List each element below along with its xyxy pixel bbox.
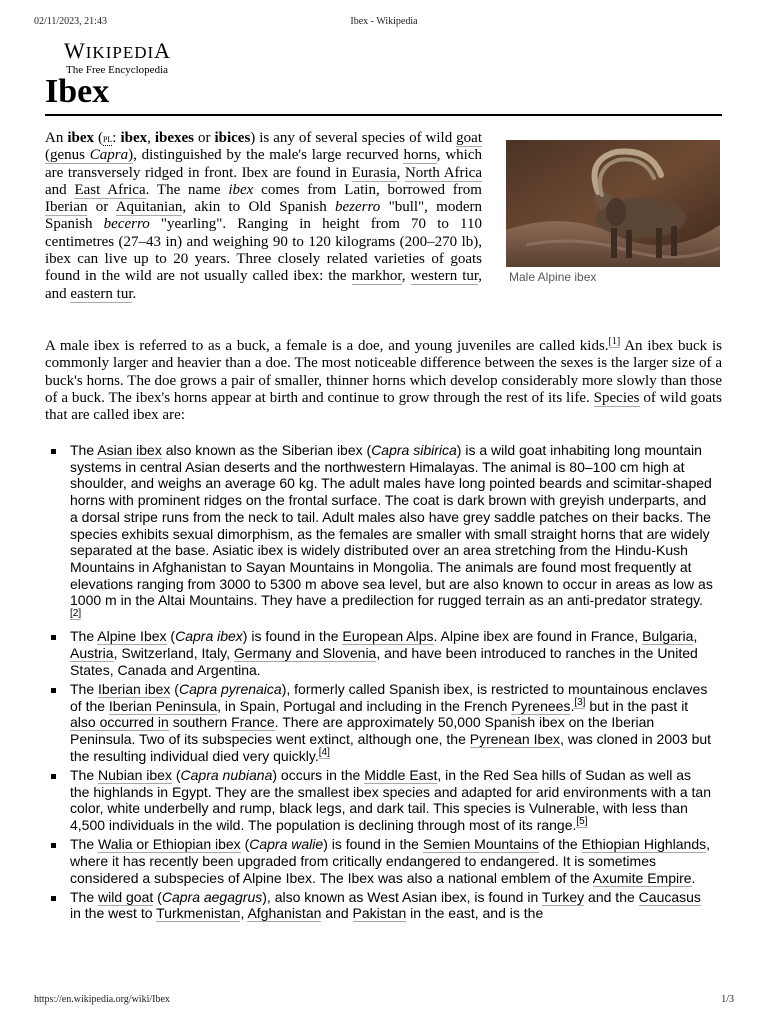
link-pakistan[interactable]: Pakistan bbox=[352, 905, 407, 922]
link-austria[interactable]: Austria bbox=[70, 644, 114, 661]
link-nubian-ibex[interactable]: Nubian ibex bbox=[98, 766, 172, 783]
wikipedia-wordmark: WIKIPEDIA bbox=[64, 38, 172, 63]
list-item: The wild goat (Capra aegagrus), also known as West Asian ibex, is found in Turkey and the Caucasus in the west to Turkmenistan, Afghanistan and Pakistan in the east, and is the bbox=[49, 889, 714, 922]
link-iberian[interactable]: Iberian bbox=[45, 199, 88, 216]
link-asian-ibex[interactable]: Asian ibex bbox=[97, 442, 162, 458]
bullet-icon bbox=[51, 843, 56, 848]
link-turkmenistan[interactable]: Turkmenistan bbox=[156, 905, 241, 922]
bullet-icon bbox=[51, 688, 56, 693]
print-footer bbox=[34, 994, 734, 1008]
wikipedia-tagline: The Free Encyclopedia bbox=[66, 64, 169, 76]
link-also-occurred[interactable]: also occurred in bbox=[70, 714, 169, 731]
link-north-africa[interactable]: North Africa bbox=[404, 164, 482, 181]
link-ethiopian-highlands[interactable]: Ethiopian Highlands bbox=[581, 836, 707, 853]
lead-paragraph: An ibex (pl: ibex, ibexes or ibices) is any of several species of wild goat (genus Capra), distinguished by the male's large recurved horns, which are transversely ridged in front. Ibex are found in Eurasia, North Africa and East Africa. The name ibex comes from Latin, borrowed from Iberian or Aquitanian, akin to Old Spanish bezerro "bull", modern Spanish becerro "yearling". Ranging in height from 70 to 110 centimetres (27–43 in) and weighing 90 to 120 kilograms (200–270 lb), ibex can live up to 20 years. Three closely related varieties of goats found in the wild are not usually called ibex: the markhor, western tur, and eastern tur. bbox=[45, 130, 483, 302]
link-middle-east[interactable]: Middle East bbox=[364, 766, 438, 783]
link-turkey[interactable]: Turkey bbox=[541, 888, 585, 905]
print-page-number: 1/3 bbox=[721, 994, 734, 1005]
link-western-tur[interactable]: western tur bbox=[410, 268, 479, 285]
link-germany-slovenia[interactable]: Germany and Slovenia bbox=[233, 644, 377, 661]
list-item: The Asian ibex also known as the Siberian ibex (Capra sibirica) is a wild goat inhabiting long mountain systems in central Asian deserts and the northwestern Himalayas. The animal is 80–100 cm high at shoulder, and weighs an average 60 kg. The adult males have long pointed beards and scimitar-shaped horns with prominent ridges on the frontal surface. The coat is dark brown with greyish underparts, and a dorsal stripe runs from the neck to tail. Adult males also have grey saddle patches on their backs. The species exhibits sexual dimorphism, as the females are smaller with small straight horns that are widely separated at the base. Asiatic ibex is widely distributed over an area stretching from the Hindu-Kush Mountains in Afghanistan to Sayan Mountains in Mongolia. The animals are found most frequently at elevations ranging from 3000 to 5300 m above sea level, but are also known to occur in areas as low as 1000 m in the Altai Mountains. They have a predilection for rugged terrain as an anti-predator strategy.[2] bbox=[49, 442, 714, 626]
link-eurasia[interactable]: Eurasia bbox=[351, 164, 397, 181]
list-item: The Alpine Ibex (Capra ibex) is found in the European Alps. Alpine ibex are found in France, Bulgaria, Austria, Switzerland, Italy, Germany and Slovenia, and have been introduced to ranches in the United States, Canada and Argentina. bbox=[49, 628, 714, 678]
link-iberian-ibex[interactable]: Iberian ibex bbox=[98, 680, 171, 697]
link-goat[interactable]: goat (genus Capra) bbox=[45, 130, 482, 164]
link-aquitanian[interactable]: Aquitanian bbox=[115, 199, 183, 216]
wikipedia-logo[interactable] bbox=[64, 40, 171, 76]
link-bulgaria[interactable]: Bulgaria bbox=[642, 628, 694, 645]
link-walia-ibex[interactable]: Walia or Ethiopian ibex bbox=[98, 836, 241, 853]
ref-5[interactable]: [5] bbox=[576, 816, 588, 828]
plural-abbr[interactable]: pl bbox=[102, 131, 113, 145]
second-paragraph: A male ibex is referred to as a buck, a female is a doe, and young juveniles are called kids.[1] An ibex buck is commonly larger and heavier than a doe. The most noticeable difference between the sexes is the larger size of a buck's horns. The doe grows a pair of smaller, thinner horns which develop considerably more slowly than those of a buck. The ibex's horns appear at birth and continue to grow through the rest of its life. Species of wild goats that are called ibex are: bbox=[45, 336, 722, 424]
link-east-africa[interactable]: East Africa bbox=[74, 181, 146, 198]
list-item: The Iberian ibex (Capra pyrenaica), formerly called Spanish ibex, is restricted to mountainous enclaves of the Iberian Peninsula, in Spain, Portugal and including in the French Pyrenees.[3] but in the past it also occurred in southern France. There are approximately 50,000 Spanish ibex on the Iberian Peninsula. Two of its subspecies went extinct, although one, the Pyrenean Ibex, was cloned in 2003 but the resulting individual died very quickly.[4] bbox=[49, 681, 714, 765]
list-item: The Walia or Ethiopian ibex (Capra walie) is found in the Semien Mountains of the Ethiopian Highlands, where it has recently been upgraded from critically endangered to endangered. It is sometimes considered a subspecies of Alpine Ibex. The Ibex was also a national emblem of the Axumite Empire. bbox=[49, 836, 714, 886]
infobox-caption: Male Alpine ibex bbox=[509, 270, 597, 284]
list-item: The Nubian ibex (Capra nubiana) occurs in the Middle East, in the Red Sea hills of Sudan as well as the highlands in Egypt. They are the smallest ibex species and adapted for arid environments with a tan color, white underbelly and rump, black legs, and dark tail. This species is Vulnerable, with less than 4,500 individuals in the wild. The population is declining through most of its range.[5] bbox=[49, 767, 714, 834]
alpine-ibex-photo[interactable] bbox=[506, 140, 720, 267]
ref-1[interactable]: [1] bbox=[608, 336, 621, 347]
print-url: https://en.wikipedia.org/wiki/Ibex bbox=[34, 994, 170, 1005]
print-header bbox=[34, 16, 734, 30]
link-wild-goat[interactable]: wild goat bbox=[98, 888, 154, 905]
link-markhor[interactable]: markhor bbox=[351, 268, 402, 285]
bullet-icon bbox=[51, 635, 56, 640]
print-date: 02/11/2023, 21:43 bbox=[34, 16, 107, 27]
link-horns[interactable]: horns bbox=[403, 147, 437, 164]
page-title: Ibex bbox=[45, 73, 110, 110]
link-eastern-tur[interactable]: eastern tur bbox=[70, 285, 133, 302]
infobox bbox=[506, 140, 720, 285]
species-list bbox=[49, 442, 714, 925]
link-semien-mountains[interactable]: Semien Mountains bbox=[422, 836, 539, 853]
link-pyrenean-ibex[interactable]: Pyrenean Ibex bbox=[469, 730, 561, 747]
bullet-icon bbox=[51, 896, 56, 901]
bullet-icon bbox=[51, 449, 56, 454]
print-page-title: Ibex - Wikipedia bbox=[350, 16, 418, 27]
ref-3[interactable]: [3] bbox=[574, 696, 586, 708]
bullet-icon bbox=[51, 774, 56, 779]
link-caucasus[interactable]: Caucasus bbox=[638, 888, 701, 905]
title-divider bbox=[45, 114, 722, 116]
link-species[interactable]: Species bbox=[593, 389, 640, 406]
ref-2[interactable]: [2] bbox=[70, 608, 82, 620]
ref-4[interactable]: [4] bbox=[318, 747, 330, 758]
link-iberian-peninsula[interactable]: Iberian Peninsula bbox=[108, 697, 218, 714]
link-axumite-empire[interactable]: Axumite Empire bbox=[592, 869, 692, 886]
link-pyrenees[interactable]: Pyrenees bbox=[511, 697, 571, 714]
link-afghanistan[interactable]: Afghanistan bbox=[247, 905, 322, 922]
link-european-alps[interactable]: European Alps bbox=[342, 628, 434, 645]
link-alpine-ibex[interactable]: Alpine Ibex bbox=[97, 628, 167, 645]
link-france[interactable]: France bbox=[231, 714, 275, 731]
